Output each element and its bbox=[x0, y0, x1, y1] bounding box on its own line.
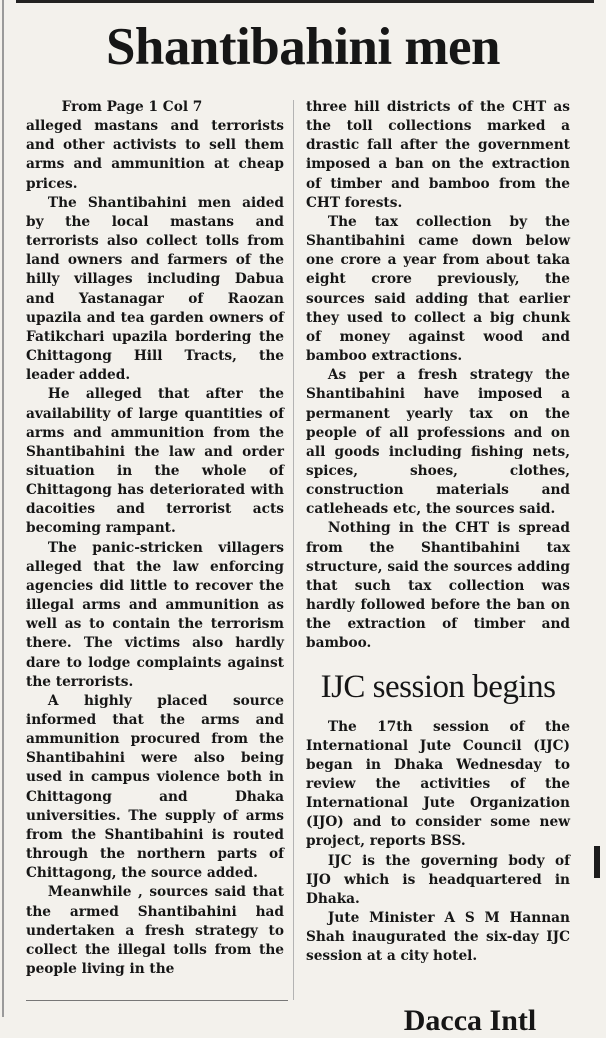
paragraph-right-3: As per a fresh strategy the Shantibahini have imposed a permanent yearly tax on the people of all professions and on all goods including fishing nets, spices, shoes, clothes, construction materials and catleheads etc, the sources said. bbox=[306, 367, 570, 518]
page-edge-shadow bbox=[2, 0, 4, 1017]
ijc-headline: IJC session begins bbox=[320, 668, 556, 705]
bottom-rule bbox=[26, 1000, 288, 1001]
paragraph-left-5: A highly placed source informed that the arms and ammunition procured from the Shantibahini were also being used in campus violence both in Chittagong and Dhaka universities. The supply of arms from the Shantibahini is routed through the northern parts of Chittagong, the source added. bbox=[26, 692, 284, 882]
next-headline-fragment: Dacca Intl bbox=[403, 1004, 537, 1037]
ijc-paragraph-3: Jute Minister A S M Hannan Shah inaugurated the six-day IJC session at a city hotel. bbox=[306, 910, 570, 965]
paragraph-right-4: Nothing in the CHT is spread from the Shantibahini tax structure, said the sources adding that such tax collection was hardly followed before the ban on the extraction of timber and bamboo. bbox=[306, 520, 570, 652]
column-divider bbox=[293, 100, 294, 1000]
paragraph-left-6: Meanwhile , sources said that the armed Shantibahini had undertaken a fresh strategy to collect the illegal tolls from the people living in the bbox=[26, 884, 284, 978]
jump-line: From Page 1 Col 7 bbox=[61, 99, 203, 115]
paragraph-left-4: The panic-stricken villagers alleged that the law enforcing agencies did little to recover the illegal arms and ammunition as well as to contain the terrorism there. The victims also hardly dare to lodge complaints against the terrorists. bbox=[26, 539, 284, 690]
article-column-right bbox=[306, 98, 570, 967]
article-headline: Shantibahini men bbox=[105, 18, 501, 76]
page-edge-mark bbox=[594, 846, 600, 878]
paragraph-left-1: alleged mastans and terrorists and other activists to sell them arms and ammunition at cheap prices. bbox=[26, 118, 284, 192]
ijc-paragraph-1: The 17th session of the International Jute Council (IJC) began in Dhaka Wednesday to review the activities of the International Jute Organization (IJO) and to consider some new project, reports BSS. bbox=[306, 718, 570, 850]
ijc-paragraph-2: IJC is the governing body of IJO which is headquartered in Dhaka. bbox=[306, 852, 570, 907]
paragraph-left-2: The Shantibahini men aided by the local mastans and terrorists also collect tolls from land owners and farmers of the hilly villages including Dabua and Yastanagar of Raozan upazila and tea garden owners of Fatikchari upazila bordering the Chittagong Hill Tracts, the leader added. bbox=[26, 194, 284, 384]
top-rule bbox=[16, 0, 594, 3]
paragraph-left-3: He alleged that after the availability of large quantities of arms and ammunition from the Shantibahini the law and order situation in the whole of Chittagong has deteriorated with dacoities and terrorist acts becoming rampant. bbox=[26, 386, 284, 537]
paragraph-right-2: The tax collection by the Shantibahini came down below one crore a year from about taka eight crore previously, the sources said adding that earlier they used to collect a big chunk of money against wood and bamboo extractions. bbox=[306, 213, 570, 365]
paragraph-right-1: three hill districts of the CHT as the toll collections marked a drastic fall after the government imposed a ban on the extraction of timber and bamboo from the CHT forests. bbox=[306, 99, 570, 211]
article-column-left bbox=[26, 98, 284, 979]
